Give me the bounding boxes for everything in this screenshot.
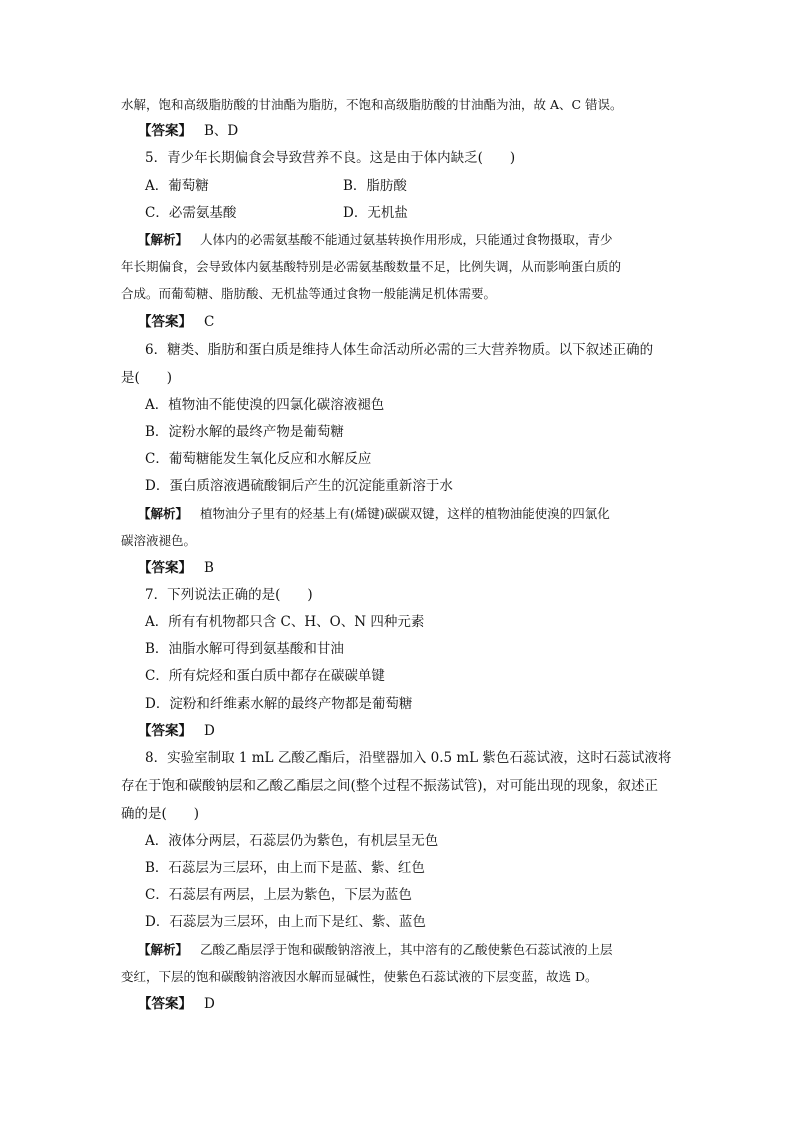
q4-analysis-tail: 水解，饱和高级脂肪酸的甘油酯为脂肪，不饱和高级脂肪酸的甘油酯为油，故 A、C 错误。 — [121, 97, 623, 112]
q8-analysis-text-1: 乙酸乙酯层浮于饱和碳酸钠溶液上，其中溶有的乙酸使紫色石蕊试液的上层 — [200, 942, 613, 957]
q8-option-a: A．液体分两层，石蕊层仍为紫色，有机层呈无色 — [145, 833, 439, 849]
q6-answer-line — [138, 559, 214, 577]
q5-option-a: A．葡萄糖 — [145, 178, 209, 194]
q5-answer-line — [138, 313, 214, 331]
q6-option-b: B．淀粉水解的最终产物是葡萄糖 — [145, 424, 344, 440]
q5-option-b: B．脂肪酸 — [343, 178, 407, 194]
q6-stem-line-1: 6．糖类、脂肪和蛋白质是维持人体生命活动所必需的三大营养物质。以下叙述正确的 — [145, 342, 654, 358]
q4-answer-line — [138, 122, 238, 140]
q6-stem-line-2: 是( ) — [121, 370, 173, 386]
q6-analysis-text-1: 植物油分子里有的烃基上有(烯键)碳碳双键，这样的植物油能使溴的四氯化 — [200, 506, 610, 521]
q8-option-b: B．石蕊层为三层环，由上而下是蓝、紫、红色 — [145, 860, 425, 876]
q5-option-d: D．无机盐 — [343, 205, 408, 221]
q7-option-b: B．油脂水解可得到氨基酸和甘油 — [145, 641, 344, 657]
q5-answer: C — [204, 314, 215, 330]
q6-answer: B — [204, 560, 214, 576]
answer-tag: 【答案】 — [138, 723, 192, 739]
q5-option-c: C．必需氨基酸 — [145, 205, 237, 221]
answer-tag: 【答案】 — [138, 996, 192, 1012]
q8-option-c: C．石蕊层有两层，上层为紫色，下层为蓝色 — [145, 887, 412, 903]
q5-analysis-line-2: 年长期偏食，会导致体内氨基酸特别是必需氨基酸数量不足，比例失调，从而影响蛋白质的 — [121, 259, 622, 274]
q7-option-c: C．所有烷烃和蛋白质中都存在碳碳单键 — [145, 668, 385, 684]
q8-analysis-line-1 — [138, 941, 613, 959]
q5-stem: 5．青少年长期偏食会导致营养不良。这是由于体内缺乏( ) — [145, 150, 516, 166]
answer-tag: 【答案】 — [138, 314, 192, 330]
answer-tag: 【答案】 — [138, 560, 192, 576]
q7-stem: 7．下列说法正确的是( ) — [145, 587, 313, 603]
analysis-tag: 【解析】 — [138, 506, 189, 521]
q8-stem-line-2: 存在于饱和碳酸钠层和乙酸乙酯层之间(整个过程不振荡试管)，对可能出现的现象，叙述正 — [121, 778, 659, 794]
answer-tag: 【答案】 — [138, 123, 192, 139]
q8-option-d: D．石蕊层为三层环，由上而下是红、紫、蓝色 — [145, 914, 426, 930]
q7-option-d: D．淀粉和纤维素水解的最终产物都是葡萄糖 — [145, 696, 413, 712]
q8-stem-line-3: 确的是( ) — [121, 806, 200, 822]
q5-analysis-text-1: 人体内的必需氨基酸不能通过氨基转换作用形成，只能通过食物摄取，青少 — [200, 232, 613, 247]
q6-option-c: C．葡萄糖能发生氧化反应和水解反应 — [145, 451, 372, 467]
q8-answer-line — [138, 995, 215, 1013]
analysis-tag: 【解析】 — [138, 942, 189, 957]
q5-analysis-line-1 — [138, 231, 613, 249]
q4-answer: B、D — [204, 123, 239, 139]
q7-answer: D — [204, 723, 215, 739]
q6-analysis-line-1 — [138, 505, 610, 523]
q7-answer-line — [138, 722, 215, 740]
q8-analysis-line-2: 变红，下层的饱和碳酸钠溶液因水解而显碱性，使紫色石蕊试液的下层变蓝，故选 D。 — [121, 969, 598, 984]
q5-analysis-line-3: 合成。而葡萄糖、脂肪酸、无机盐等通过食物一般能满足机体需要。 — [121, 286, 497, 301]
q8-answer: D — [204, 996, 215, 1012]
q6-option-d: D．蛋白质溶液遇硫酸铜后产生的沉淀能重新溶于水 — [145, 478, 453, 494]
q6-option-a: A．植物油不能使溴的四氯化碳溶液褪色 — [145, 397, 385, 413]
q8-stem-line-1: 8．实验室制取 1 mL 乙酸乙酯后，沿壁器加入 0.5 mL 紫色石蕊试液，这时石蕊试液将 — [145, 750, 672, 766]
q6-analysis-line-2: 碳溶液褪色。 — [121, 533, 197, 548]
analysis-tag: 【解析】 — [138, 232, 189, 247]
q7-option-a: A．所有有机物都只含 C、H、O、N 四种元素 — [145, 614, 425, 630]
